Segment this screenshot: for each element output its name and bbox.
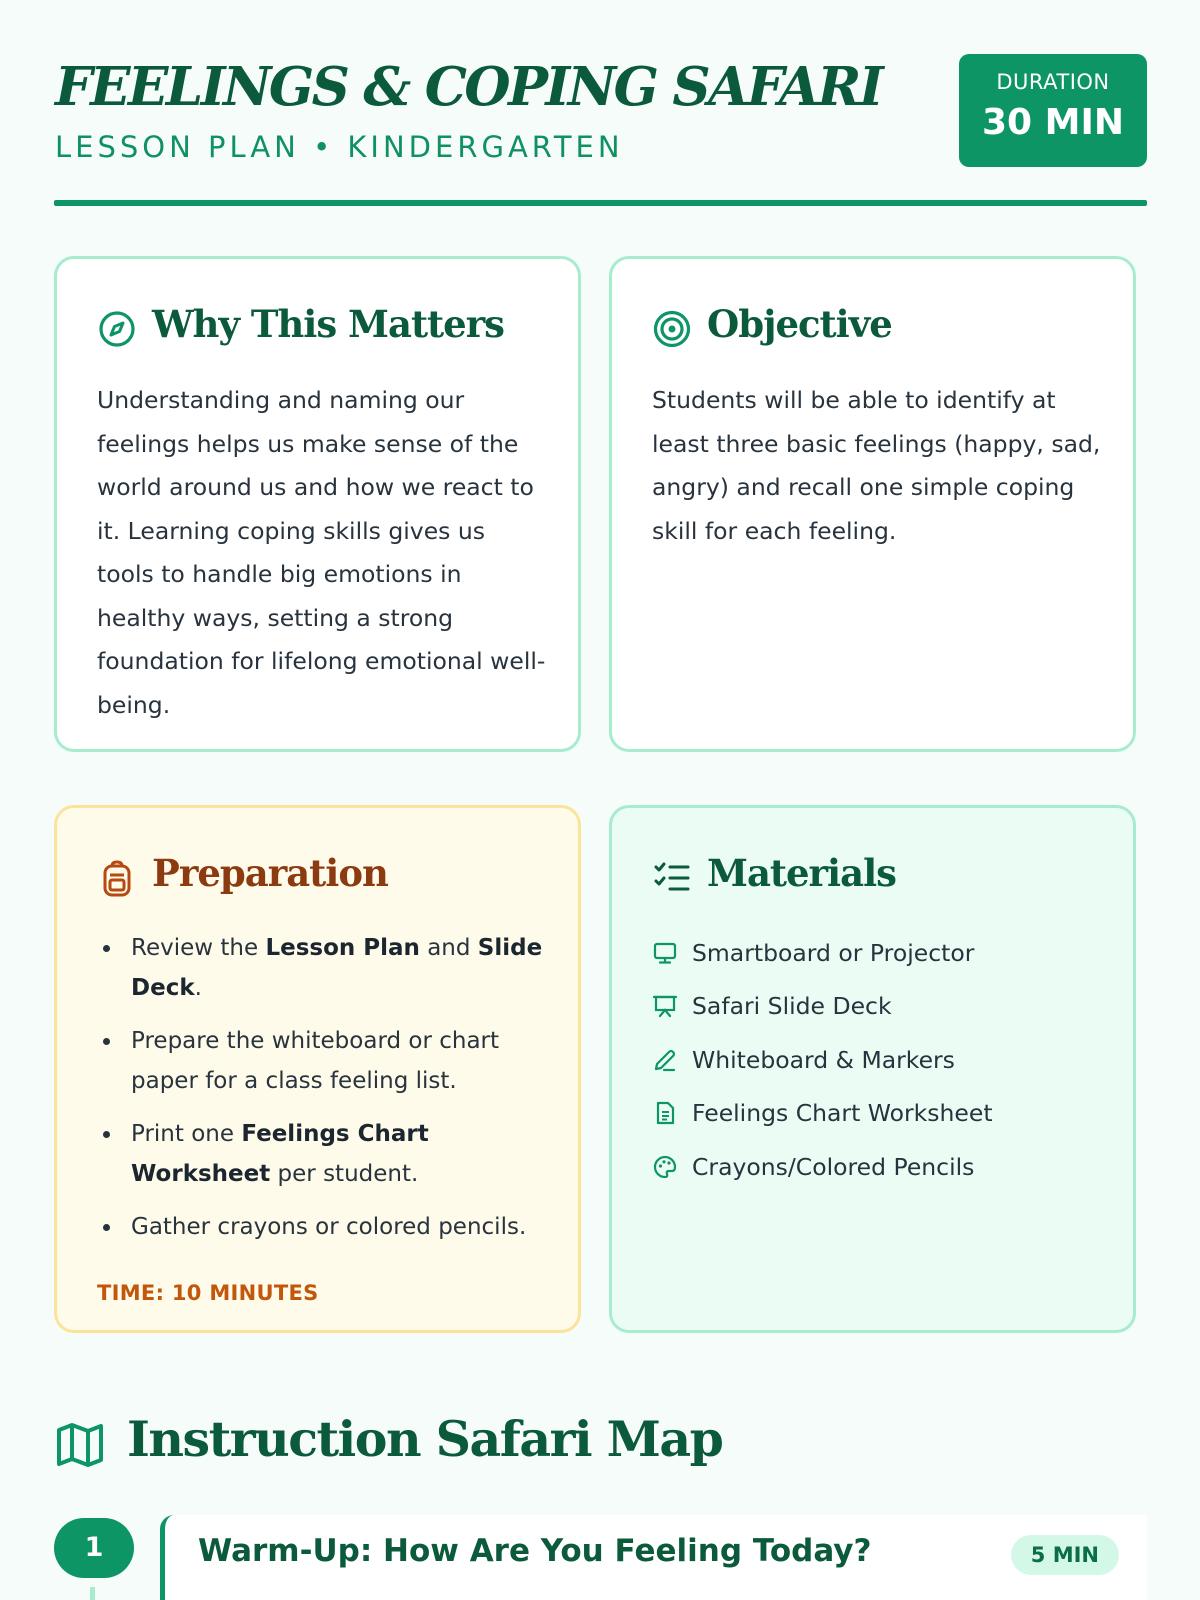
duration-value: 30 MIN — [982, 102, 1124, 143]
materials-card — [609, 805, 1136, 1333]
backpack-icon — [97, 858, 137, 898]
page-subtitle: LESSON PLAN • KINDERGARTEN — [55, 130, 624, 164]
objective-text: Students will be able to identify at least three basic feelings (happy, sad, angry) and recall one simple coping skill for each feeling. — [652, 386, 1101, 545]
pen-icon — [652, 1047, 678, 1073]
materials-list — [652, 926, 993, 1194]
preparation-card — [54, 805, 581, 1333]
list-item: Whiteboard & Markers — [652, 1033, 993, 1087]
step-title: Warm-Up: How Are You Feeling Today? — [198, 1533, 872, 1569]
target-icon — [652, 309, 692, 349]
why-title: Why This Matters — [152, 302, 505, 346]
checklist-icon — [652, 858, 692, 898]
step-number: 1 — [54, 1518, 134, 1578]
objective-card — [609, 256, 1136, 752]
presentation-icon — [652, 993, 678, 1019]
list-item: Safari Slide Deck — [652, 980, 993, 1034]
header-divider — [54, 200, 1147, 206]
why-text: Understanding and naming our feelings helps us make sense of the world around us and how we react to it. Learning coping skills gives us tools to handle big emotions in healthy ways, setting a strong foundation for lifelong emotional well-being. — [97, 386, 546, 719]
page-title: FEELINGS & COPING SAFARI — [55, 56, 882, 118]
preparation-list — [97, 928, 557, 1260]
compass-icon — [97, 309, 137, 349]
duration-badge — [959, 54, 1147, 167]
step-duration-badge: 5 MIN — [1011, 1535, 1119, 1575]
materials-title: Materials — [707, 851, 896, 895]
document-icon — [652, 1100, 678, 1126]
duration-label: DURATION — [996, 70, 1110, 94]
step-connector — [90, 1587, 95, 1600]
list-item: Review the Lesson Plan and Slide Deck. — [97, 928, 557, 1008]
preparation-title: Preparation — [152, 851, 388, 895]
map-icon — [55, 1420, 105, 1470]
objective-title: Objective — [707, 302, 892, 346]
list-item: Crayons/Colored Pencils — [652, 1140, 993, 1194]
list-item: Print one Feelings Chart Worksheet per student. — [97, 1114, 557, 1194]
list-item: Prepare the whiteboard or chart paper for a class feeling list. — [97, 1021, 557, 1101]
preparation-time: TIME: 10 MINUTES — [97, 1281, 319, 1305]
list-item: Gather crayons or colored pencils. — [97, 1207, 557, 1247]
safari-map-title: Instruction Safari Map — [127, 1410, 723, 1468]
list-item: Smartboard or Projector — [652, 926, 993, 980]
step-card — [160, 1515, 1147, 1600]
why-card — [54, 256, 581, 752]
monitor-icon — [652, 940, 678, 966]
list-item: Feelings Chart Worksheet — [652, 1087, 993, 1141]
palette-icon — [652, 1154, 678, 1180]
